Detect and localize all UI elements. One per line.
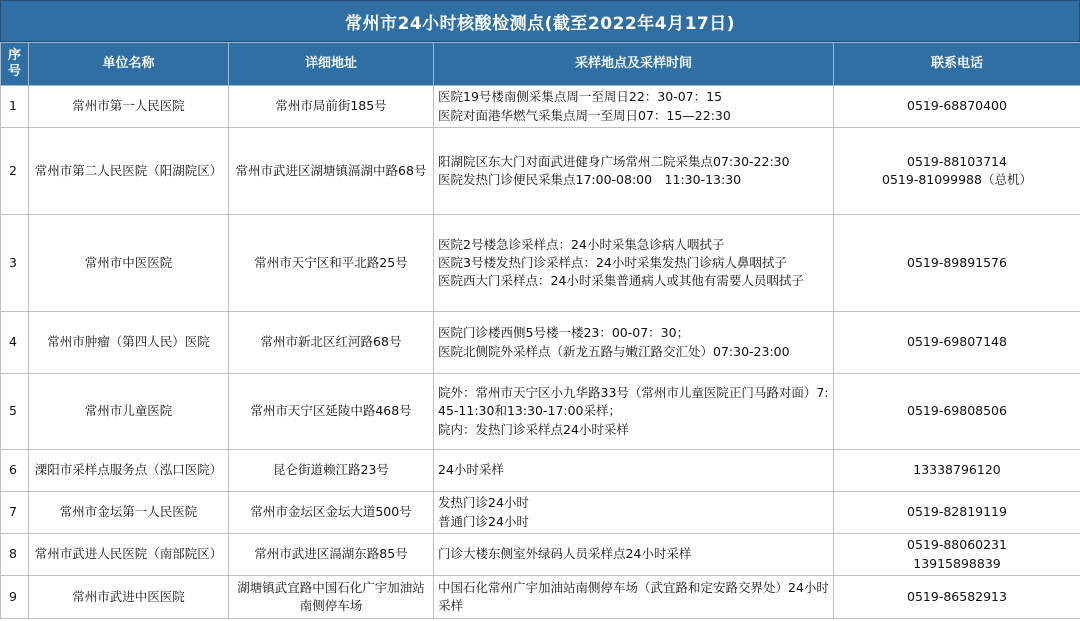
row-seq: 4 <box>1 312 29 374</box>
header-address: 详细地址 <box>229 43 434 86</box>
row-name: 常州市第二人民医院（阳湖院区） <box>29 128 229 215</box>
sampling-line: 阳湖院区东大门对面武进健身广场常州二院采集点07:30-22:30 <box>438 153 790 169</box>
row-phone <box>834 86 1080 128</box>
row-address: 常州市武进区湖塘镇滆湖中路68号 <box>229 128 434 215</box>
table-row <box>1 312 1080 374</box>
sampling-line: 院外：常州市天宁区小九华路33号（常州市儿童医院正门马路对面）7:45-11:30和13:30-17:00采样； <box>438 385 829 419</box>
row-name: 常州市肿瘤（第四人民）医院 <box>29 312 229 374</box>
row-phone <box>834 374 1080 450</box>
row-name: 常州市儿童医院 <box>29 374 229 450</box>
table-row <box>1 450 1080 492</box>
row-phone <box>834 215 1080 312</box>
table-title: 常州市24小时核酸检测点(截至2022年4月17日) <box>0 0 1080 42</box>
header-sampling: 采样地点及采样时间 <box>434 43 834 86</box>
row-seq: 2 <box>1 128 29 215</box>
table-row <box>1 86 1080 128</box>
phone-number: 0519-88103714 <box>907 153 1007 169</box>
row-seq: 6 <box>1 450 29 492</box>
sampling-line: 医院对面港华燃气采集点周一至周日07：15—22:30 <box>438 107 731 123</box>
table-row <box>1 534 1080 576</box>
table-row <box>1 215 1080 312</box>
phone-number: 0519-86582913 <box>907 588 1007 604</box>
header-row <box>1 43 1080 86</box>
row-sampling <box>434 534 834 576</box>
sampling-line: 医院发热门诊便民采集点17:00-08:00 11:30-13:30 <box>438 172 742 187</box>
sampling-line: 院内：发热门诊采样点24小时采样 <box>438 421 629 437</box>
sampling-line: 门诊大楼东侧室外绿码人员采样点24小时采样 <box>438 546 692 562</box>
row-seq: 7 <box>1 492 29 534</box>
header-phone: 联系电话 <box>834 43 1080 86</box>
phone-number: 0519-81099988（总机） <box>882 172 1032 187</box>
table-row <box>1 576 1080 619</box>
row-sampling <box>434 450 834 492</box>
row-seq: 5 <box>1 374 29 450</box>
row-phone <box>834 492 1080 534</box>
sampling-line: 24小时采样 <box>438 462 504 478</box>
row-address: 常州市新北区红河路68号 <box>229 312 434 374</box>
sampling-line: 医院北侧院外采样点（新龙五路与嫩江路交汇处）07:30-23:00 <box>438 343 790 359</box>
row-name: 常州市武进中医医院 <box>29 576 229 619</box>
row-phone <box>834 128 1080 215</box>
row-sampling <box>434 215 834 312</box>
row-sampling <box>434 86 834 128</box>
sampling-line: 中国石化常州广宇加油站南侧停车场（武宜路和定安路交界处）24小时采样 <box>438 579 829 613</box>
phone-number: 0519-88060231 <box>907 537 1007 553</box>
row-seq: 8 <box>1 534 29 576</box>
phone-number: 0519-69808506 <box>907 403 1007 419</box>
row-phone <box>834 534 1080 576</box>
phone-number: 0519-89891576 <box>907 254 1007 270</box>
row-name: 常州市中医医院 <box>29 215 229 312</box>
row-seq: 9 <box>1 576 29 619</box>
sampling-line: 发热门诊24小时 <box>438 495 529 511</box>
sampling-line: 医院2号楼急诊采样点：24小时采集急诊病人咽拭子 <box>438 236 725 252</box>
phone-number: 0519-68870400 <box>907 98 1007 114</box>
row-address: 常州市武进区滆湖东路85号 <box>229 534 434 576</box>
phone-number: 0519-82819119 <box>907 504 1007 520</box>
row-name: 常州市第一人民医院 <box>29 86 229 128</box>
sampling-line: 医院门诊楼西侧5号楼一楼23：00-07：30； <box>438 325 690 341</box>
sampling-line: 医院19号楼南侧采集点周一至周日22：30-07：15 <box>438 89 723 105</box>
row-name: 常州市武进人民医院（南部院区） <box>29 534 229 576</box>
row-address: 常州市天宁区延陵中路468号 <box>229 374 434 450</box>
row-sampling <box>434 576 834 619</box>
row-phone <box>834 312 1080 374</box>
table-row <box>1 374 1080 450</box>
row-phone <box>834 450 1080 492</box>
row-address: 湖塘镇武宜路中国石化广宇加油站南侧停车场 <box>229 576 434 619</box>
row-sampling <box>434 374 834 450</box>
row-address: 常州市金坛区金坛大道500号 <box>229 492 434 534</box>
row-name: 常州市金坛第一人民医院 <box>29 492 229 534</box>
row-address: 常州市天宁区和平北路25号 <box>229 215 434 312</box>
row-address: 昆仑街道赖江路23号 <box>229 450 434 492</box>
row-sampling <box>434 128 834 215</box>
sampling-line: 普通门诊24小时 <box>438 513 529 529</box>
row-address: 常州市局前街185号 <box>229 86 434 128</box>
phone-number: 13915898839 <box>913 555 1001 571</box>
row-seq: 3 <box>1 215 29 312</box>
testing-sites-table <box>0 42 1080 619</box>
header-name: 单位名称 <box>29 43 229 86</box>
sampling-line: 医院3号楼发热门诊采样点：24小时采集发热门诊病人鼻咽拭子 <box>438 254 787 270</box>
row-seq: 1 <box>1 86 29 128</box>
row-sampling <box>434 312 834 374</box>
phone-number: 13338796120 <box>913 462 1001 478</box>
row-phone <box>834 576 1080 619</box>
phone-number: 0519-69807148 <box>907 334 1007 350</box>
header-seq: 序号 <box>1 43 29 86</box>
row-sampling <box>434 492 834 534</box>
sampling-line: 医院西大门采样点：24小时采集普通病人或其他有需要人员咽拭子 <box>438 273 804 289</box>
row-name: 溧阳市采样点服务点（泓口医院） <box>29 450 229 492</box>
table-row <box>1 492 1080 534</box>
table-row <box>1 128 1080 215</box>
